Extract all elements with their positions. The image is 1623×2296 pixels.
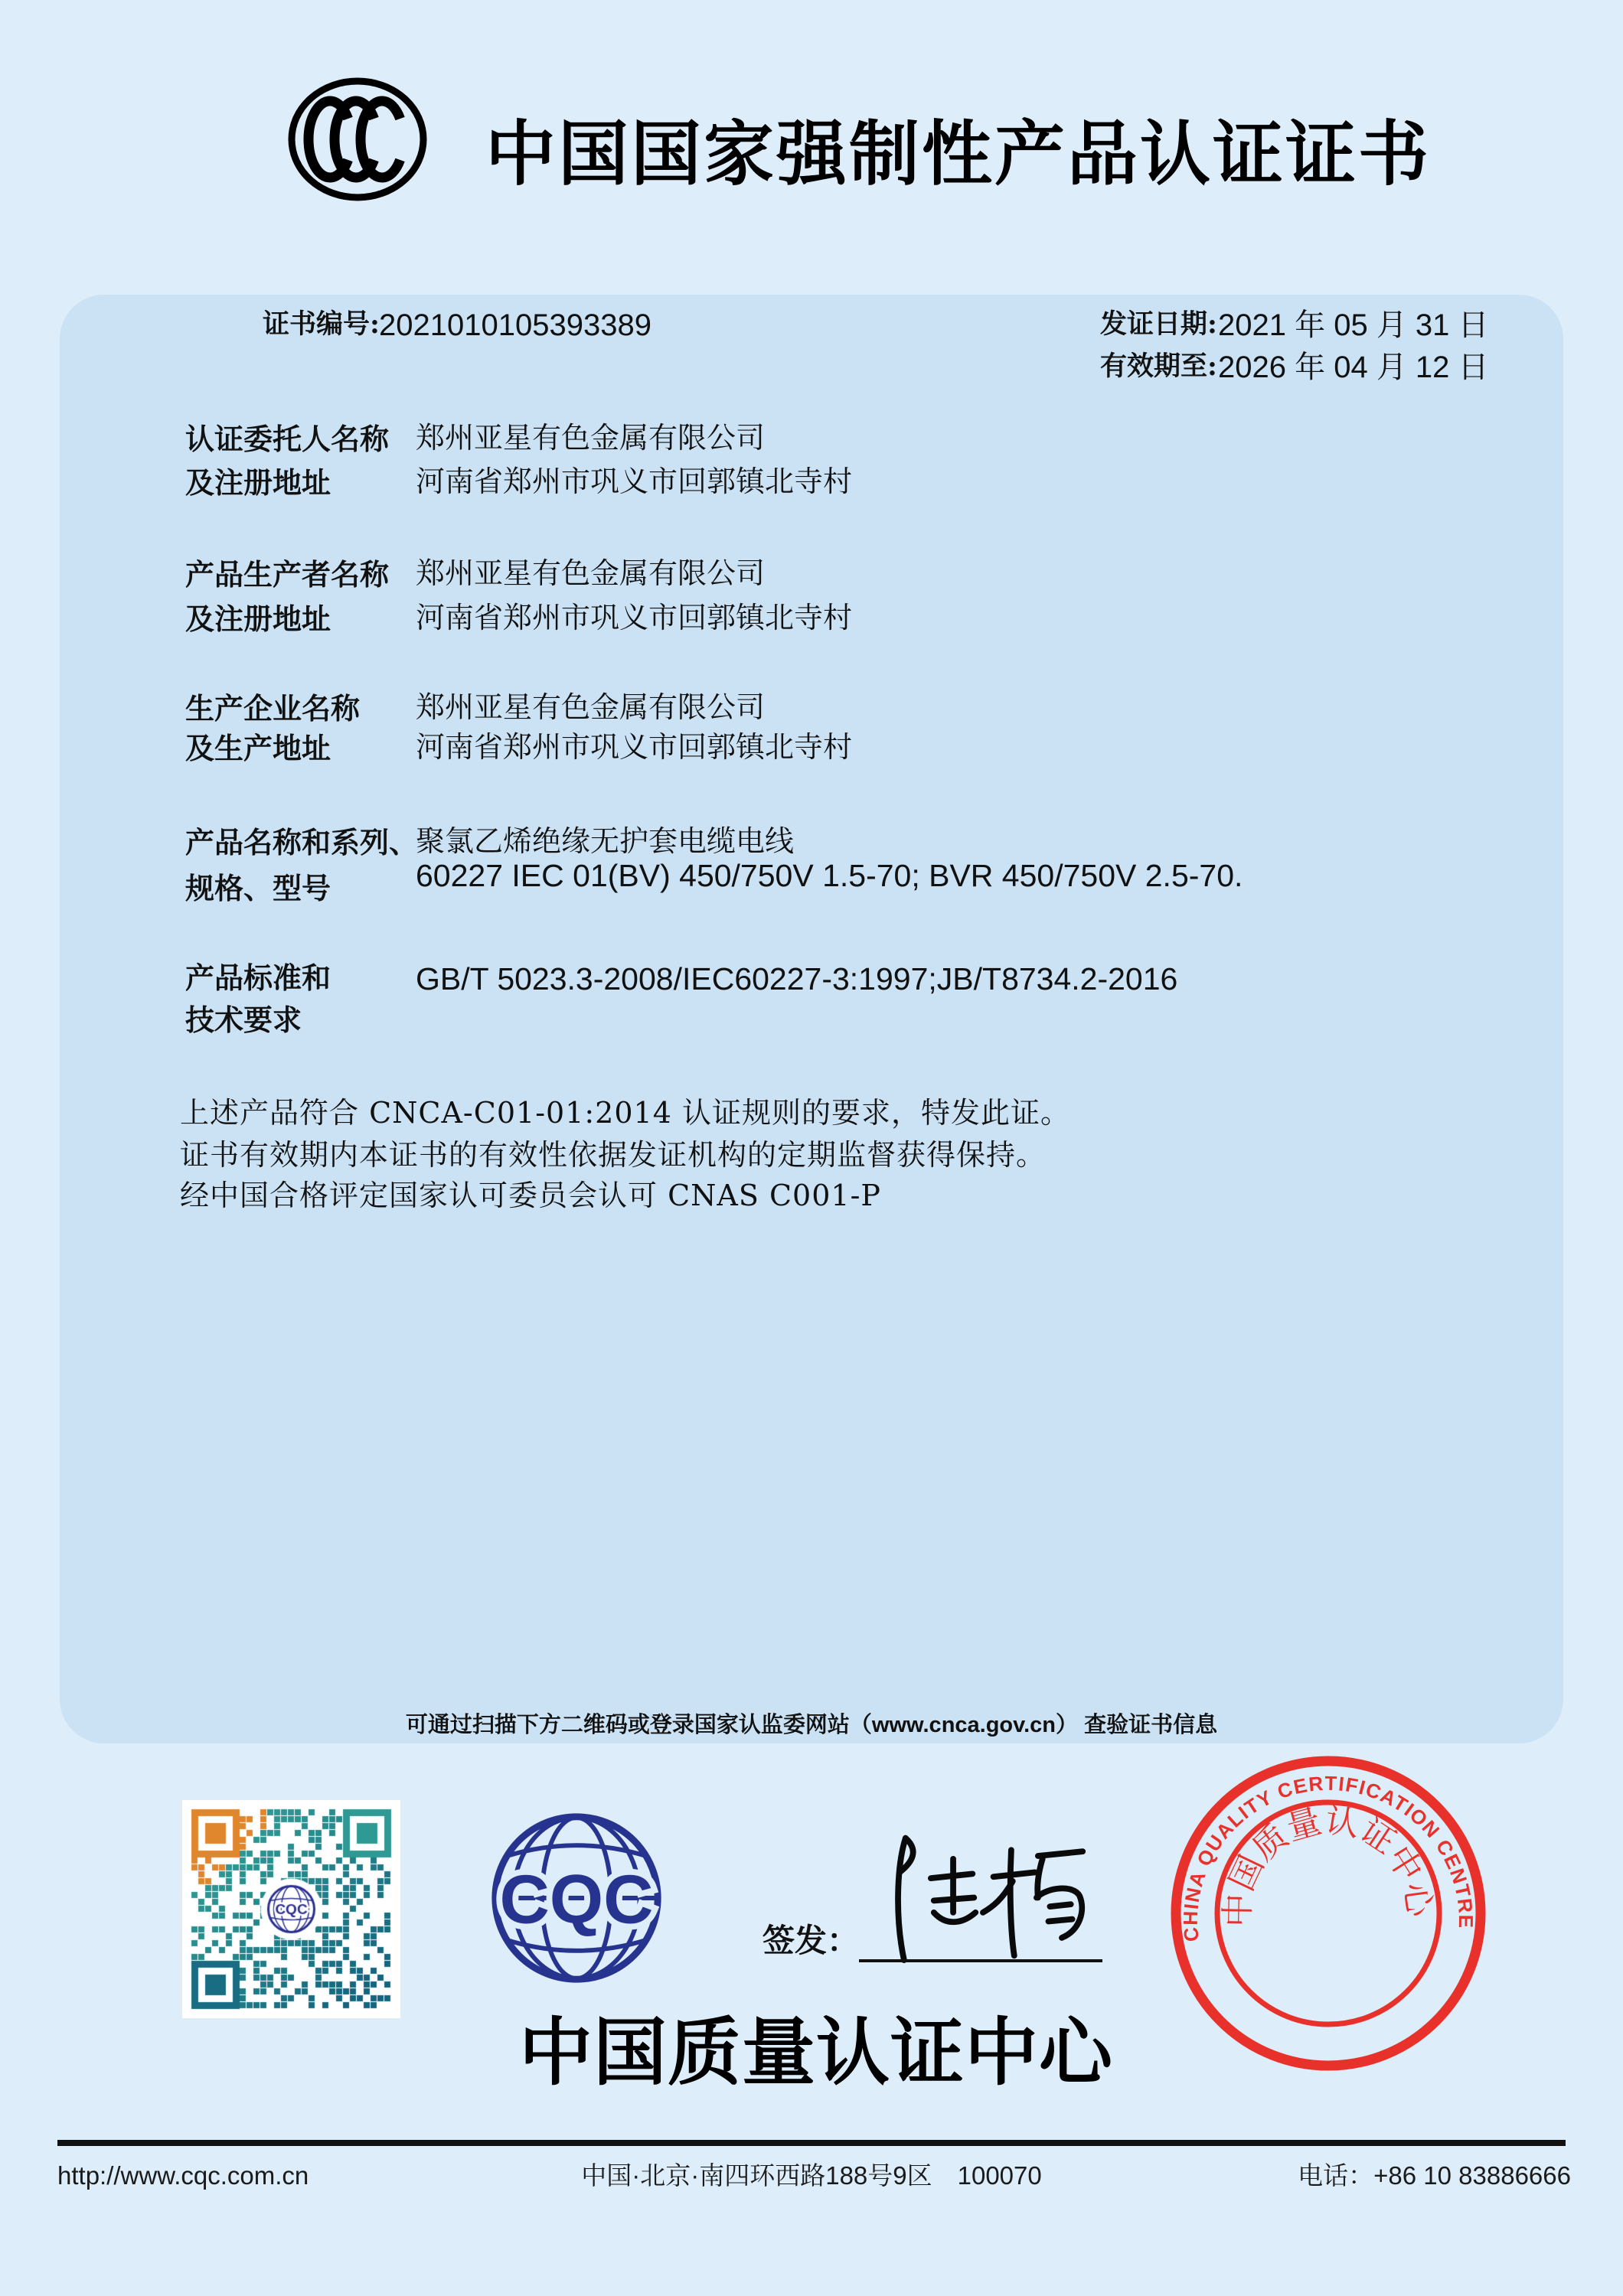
- field-applicant-value-2: 河南省郑州市巩义市回郭镇北寺村: [416, 466, 853, 498]
- ccc-mark-icon: [287, 77, 429, 203]
- page-title: 中国国家强制性产品认证证书: [485, 116, 1432, 194]
- stamp-text-en: CHINA QUALITY CERTIFICATION CENTRE: [1178, 1771, 1478, 1943]
- field-product-value-1: 聚氯乙烯绝缘无护套电缆电线: [416, 826, 795, 858]
- bottom-url: http://www.cqc.com.cn: [57, 2161, 309, 2190]
- field-standard-value-1: GB/T 5023.3-2008/IEC60227-3:1997;JB/T8734.2-2016: [416, 961, 1178, 996]
- field-manufacturer-label-1: 生产企业名称: [185, 693, 361, 726]
- field-producer-value-1: 郑州亚星有色金属有限公司: [416, 558, 766, 590]
- sign-label: 签发：: [763, 1922, 860, 1959]
- verify-note: 可通过扫描下方二维码或登录国家认监委网站（www.cnca.gov.cn） 查验证书信息: [405, 1713, 1218, 1737]
- field-applicant-value-1: 郑州亚星有色金属有限公司: [416, 422, 766, 455]
- bottom-address: 中国·北京·南四环西路188号9区 100070: [581, 2161, 1042, 2190]
- issue-date-label: 发证日期:: [1100, 308, 1217, 340]
- statement-compliance: 上述产品符合 CNCA-C01-01:2014 认证规则的要求，特发此证。: [180, 1096, 1070, 1130]
- stamp-text-cn: 中国质量认证中心: [1219, 1802, 1438, 1928]
- issue-date-value: 2021 年 05 月 31 日: [1218, 308, 1489, 342]
- field-manufacturer-value-1: 郑州亚星有色金属有限公司: [416, 692, 766, 724]
- cqc-stamp: [1164, 1749, 1493, 2078]
- field-producer-value-2: 河南省郑州市巩义市回郭镇北寺村: [416, 602, 853, 634]
- field-manufacturer-label-2: 及生产地址: [185, 733, 331, 765]
- statement-accreditation: 经中国合格评定国家认可委员会认可 CNAS C001-P: [180, 1179, 881, 1212]
- field-product-value-2: 60227 IEC 01(BV) 450/750V 1.5-70; BVR 450/750V 2.5-70.: [416, 858, 1243, 893]
- bottom-rule: [57, 2140, 1566, 2146]
- cert-number-value: 2021010105393389: [379, 308, 651, 342]
- signature: [859, 1829, 1104, 1963]
- field-manufacturer-value-2: 河南省郑州市巩义市回郭镇北寺村: [416, 732, 853, 764]
- field-product-label-1: 产品名称和系列、: [185, 827, 419, 859]
- field-standard-label-2: 技术要求: [185, 1005, 302, 1037]
- cert-number-label: 证书编号:: [263, 308, 380, 340]
- signature-underline: [859, 1959, 1102, 1962]
- expiry-date-label: 有效期至:: [1100, 351, 1217, 382]
- field-applicant-label-2: 及注册地址: [185, 468, 331, 500]
- statement-validity: 证书有效期内本证书的有效性依据发证机构的定期监督获得保持。: [180, 1138, 1047, 1172]
- cqc-logo-text: CQC: [499, 1861, 654, 1939]
- field-standard-label-1: 产品标准和: [185, 963, 331, 995]
- cqc-logo-icon: [486, 1808, 667, 1988]
- qr-code: [182, 1800, 400, 2018]
- field-producer-label-2: 及注册地址: [185, 604, 331, 636]
- field-product-label-2: 规格、型号: [185, 873, 331, 905]
- expiry-date-value: 2026 年 04 月 12 日: [1218, 351, 1489, 384]
- field-applicant-label-1: 认证委托人名称: [185, 424, 390, 456]
- bottom-phone: 电话：+86 10 83886666: [1298, 2161, 1571, 2190]
- issuer-name: 中国质量认证中心: [519, 2012, 1113, 2094]
- field-producer-label-1: 产品生产者名称: [185, 559, 390, 592]
